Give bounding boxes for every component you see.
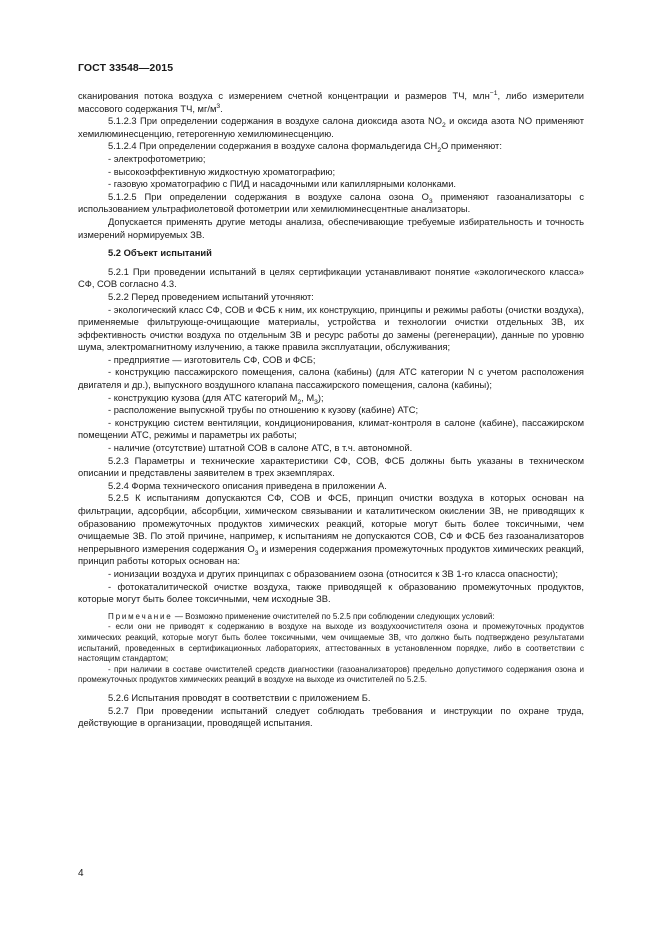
list-item: - наличие (отсутствие) штатной СОВ в салоне АТС, в т.ч. автономной. xyxy=(108,443,413,454)
list-item: - высокоэффективную жидкостную хроматографию; xyxy=(108,166,336,177)
note-item: - при наличии в составе очистителей средств диагностики (газоанализаторов) предельно допустимого содержания озона и промежуточных продуктов химических реакций в воздухе на выходе из очистителей по 5.2.5. xyxy=(78,664,584,685)
list-item: - предприятие — изготовитель СФ, СОВ и ФСБ; xyxy=(108,354,316,365)
document-body xyxy=(78,90,584,730)
note-label: Примечание xyxy=(108,611,173,621)
page-number: 4 xyxy=(78,868,84,879)
list-item: - электрофотометрию; xyxy=(108,153,206,164)
paragraph-5-2-1: 5.2.1 При проведении испытаний в целях сертификации устанавливают понятие «экологического класса» СФ, СОВ согласно 4.3. xyxy=(78,266,584,290)
paragraph-5-2-2: 5.2.2 Перед проведением испытаний уточняют: xyxy=(108,291,314,302)
list-item: - фотокаталитической очистке воздуха, также приводящей к образованию промежуточных продуктов, которые могут быть более токсичными, чем исходные ЗВ. xyxy=(78,581,584,605)
list-item: - ионизации воздуха и других принципах с образованием озона (относится к ЗВ 1-го класса опасности); xyxy=(108,568,559,579)
note-intro: Примечание — Возможно применение очистителей по 5.2.5 при соблюдении следующих условий: xyxy=(108,611,495,621)
list-item: - конструкцию систем вентиляции, кондиционирования, климат-контроля в салоне (кабине), пассажирском помещении АТС, режимы и параметры их работы; xyxy=(78,417,584,441)
list-item: - газовую хроматографию с ПИД и насадочными или капиллярными колонками. xyxy=(108,179,457,190)
list-item: - конструкцию кузова (для АТС категорий $M_2$, $M_3$); xyxy=(108,392,324,406)
document-header: ГОСТ 33548—2015 xyxy=(78,62,174,74)
paragraph-other-methods: Допускается применять другие методы анализа, обеспечивающие требуемые избирательность и точность измерений нормируемых ЗВ. xyxy=(78,216,584,240)
list-item: - конструкцию пассажирского помещения, салона (кабины) (для АТС категории N с учетом расположения двигателя и др.), выпускного воздушного клапана пассажирского помещения, салона (кабины); xyxy=(78,367,584,391)
paragraph-5-2-3: 5.2.3 Параметры и технические характеристики СФ, СОВ, ФСБ должны быть указаны в техническом описании и представлены заявителем в трех экземплярах. xyxy=(78,455,584,479)
section-heading-5-2: 5.2 Объект испытаний xyxy=(108,248,212,259)
note-item: - если они не приводят к содержанию в воздухе на выходе из воздухоочистителя озона и промежуточных продуктов химических реакций, которые могут быть более токсичными, чем очищаемые ЗВ, что должно быть подтверждено результатами испытаний, проведенных в сертификационных лабораториях, аттестованных в установленном порядке, либо в соответствии с настоящим стандартом; xyxy=(78,622,584,664)
paragraph-5-1-2-4: 5.1.2.4 При определении содержания в воздухе салона формальдегида $CH_2O$ применяют: xyxy=(108,141,502,155)
list-item: - расположение выпускной трубы по отношению к кузову (кабине) АТС; xyxy=(108,405,419,416)
paragraph-5-1-2-3: 5.1.2.3 При определении содержания в воздухе салона диоксида азота $NO_2$ и оксида азота NO применяют хемилюминесценцию, гетерогенную хемилюминесценцию. xyxy=(78,116,584,139)
paragraph-5-2-7: 5.2.7 При проведении испытаний следует соблюдать требования и инструкции по охране труда, действующие в организации, проводящей испытания. xyxy=(78,705,584,729)
list-item: - экологический класс СФ, СОВ и ФСБ к ним, их конструкцию, принципы и режимы работы (очистки воздуха), применяемые фильтрующе-очищающие материалы, устройства и технологии очистки отдельных ЗВ, их эффективность очистки воздуха по отдельным ЗВ и ресурс работы до замены (регенерации), данные по уровню шума, электромагнитному излучению, а также правила эксплуатации, обслуживания; xyxy=(78,304,584,353)
paragraph-particles-methods: сканирования потока воздуха с измерением счетной концентрации и размеров ТЧ, млн$^{-1}$, либо измерители массового содержания ТЧ, $мг/м^3$. xyxy=(78,89,584,114)
paragraph-5-2-4: 5.2.4 Форма технического описания приведена в приложении А. xyxy=(108,480,387,491)
note-block xyxy=(78,612,584,686)
paragraph-5-2-6: 5.2.6 Испытания проводят в соответствии с приложением Б. xyxy=(108,692,371,703)
paragraph-5-1-2-5: 5.1.2.5 При определении содержания в воздухе салона озона $O_3$ применяют газоанализаторы с использованием ультрафиолетовой фотометрии или хемилюминесцентные анализаторы. xyxy=(78,191,585,215)
paragraph-5-2-5: 5.2.5 К испытаниям допускаются СФ, СОВ и ФСБ, принцип очистки воздуха в которых основан на фильтрации, адсорбции, абсорбции, химическом связывании и каталитическом окислении ЗВ, не приводящих к образованию промежуточных продуктов химических реакций, которые могут быть более токсичными, чем очищаемые ЗВ. По этой причине, например, к испытаниям не допускаются СОВ, СФ и ФСБ без газоанализаторов непрерывного измерения содержания $O_3$ и измерения содержания промежуточных продуктов химических реакций, принцип работы которых основан на: xyxy=(78,493,584,567)
